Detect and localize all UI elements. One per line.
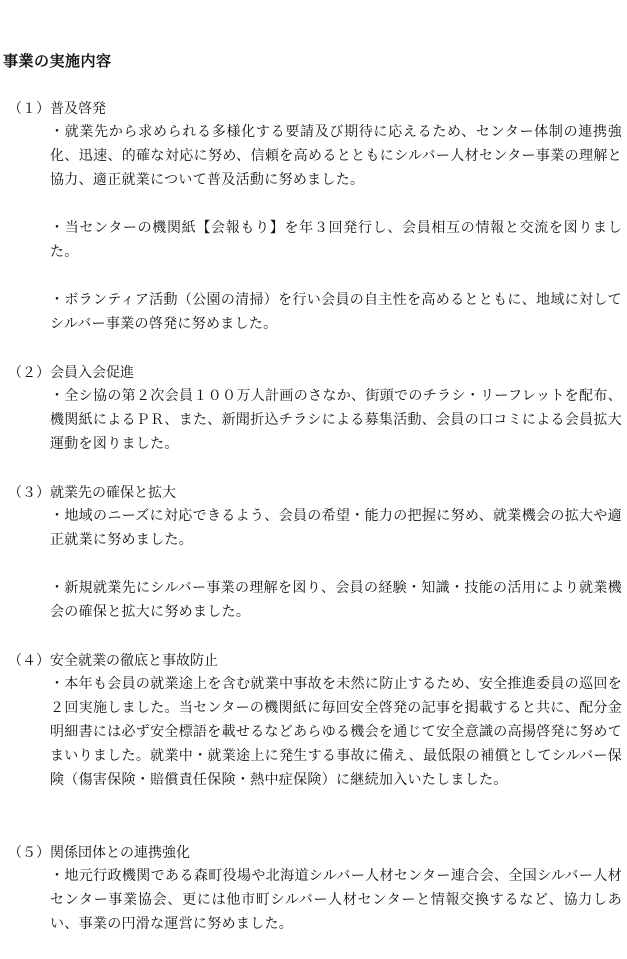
section-heading: （１）普及啓発 — [8, 101, 106, 117]
paragraph: ・ボランティア活動（公園の清掃）を行い会員の自主性を高めるとともに、地域に対してシルバー事業の啓発に努めました。 — [50, 292, 622, 332]
paragraph: ・新規就業先にシルバー事業の理解を図り、会員の経験・知識・技能の活用により就業機会の確保と拡大に努めました。 — [50, 580, 622, 620]
document-title: 事業の実施内容 — [3, 52, 112, 70]
section-heading: （２）会員入会促進 — [8, 365, 134, 381]
section-heading: （３）就業先の確保と拡大 — [8, 485, 176, 501]
paragraph: ・当センターの機関紙【会報もり】を年３回発行し、会員相互の情報と交流を図りました。 — [50, 220, 622, 260]
paragraph: ・本年も会員の就業途上を含む就業中事故を未然に防止するため、安全推進委員の巡回を２回実施しました。当センターの機関紙に毎回安全啓発の記事を掲載すると共に、配分金明細書には必ず安全標語を載せるなどあらゆる機会を通じて安全意識の高揚啓発に努めてまいりました。就業中・就業途上に発生する事故に備え、最低限の補償としてシルバー保険（傷害保険・賠償責任保険・熱中症保険）に継続加入いたしました。 — [50, 676, 622, 788]
paragraph: ・就業先から求められる多様化する要請及び期待に応えるため、センター体制の連携強化、迅速、的確な対応に努め、信頼を高めるとともにシルバー人材センター事業の理解と協力、適正就業について普及活動に努めました。 — [50, 124, 622, 188]
paragraph: ・地域のニーズに対応できるよう、会員の希望・能力の把握に努め、就業機会の拡大や適正就業に努めました。 — [50, 508, 622, 548]
paragraph: ・地元行政機関である森町役場や北海道シルバー人材センター連合会、全国シルバー人材センター事業協会、更には他市町シルバー人材センターと情報交換するなど、協力しあい、事業の円滑な運営に努めました。 — [50, 868, 622, 932]
section-heading: （４）安全就業の徹底と事故防止 — [8, 653, 218, 669]
paragraph: ・全シ協の第２次会員１００万人計画のさなか、街頭でのチラシ・リーフレットを配布、機関紙によるＰＲ、また、新聞折込チラシによる募集活動、会員の口コミによる会員拡大運動を図りました。 — [50, 388, 622, 452]
section-heading: （５）関係団体との連携強化 — [8, 845, 190, 861]
